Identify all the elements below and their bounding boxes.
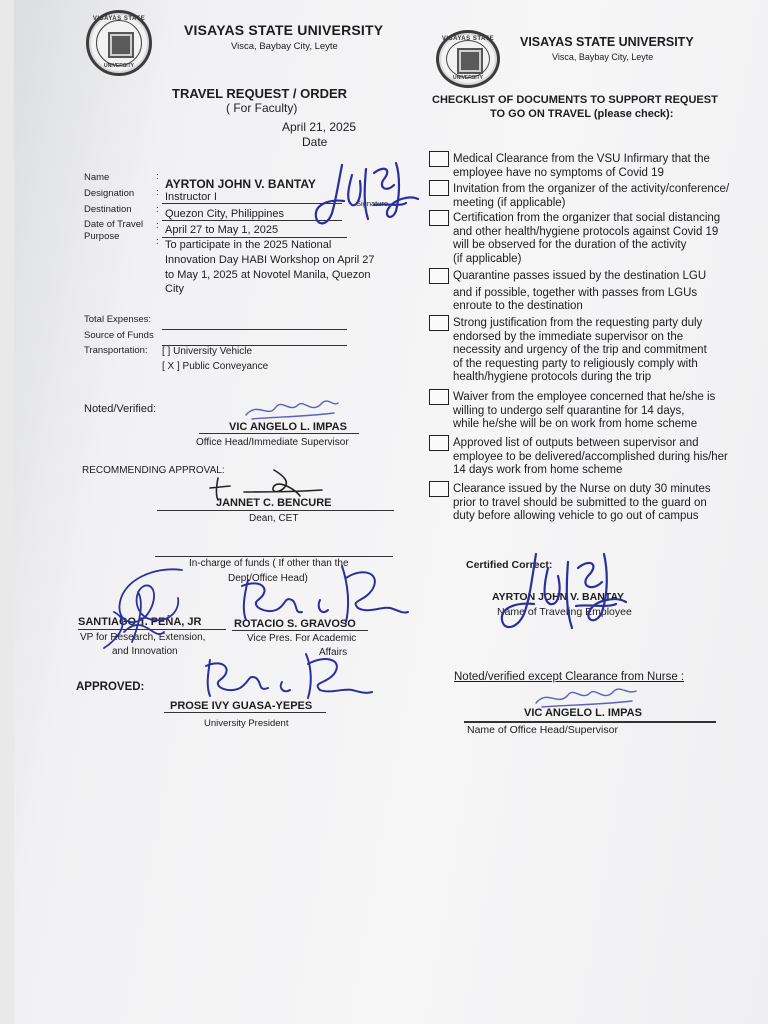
destination-colon: : xyxy=(156,204,159,215)
university-name-right: VISAYAS STATE UNIVERSITY xyxy=(520,35,694,49)
date-of-travel-label: Date of Travel xyxy=(84,219,144,230)
traveling-employee-name: AYRTON JOHN V. BANTAY xyxy=(492,591,625,603)
name-colon: : xyxy=(156,171,159,182)
transport-option-public-conveyance: [ X ] Public Conveyance xyxy=(162,361,269,372)
checklist-checkbox-6[interactable] xyxy=(429,389,449,405)
vp-research-title-line-2: and Innovation xyxy=(112,646,178,657)
checklist-item-2: Invitation from the organizer of the activity/conference/ meeting (if applicable) xyxy=(453,183,730,209)
president-title: University President xyxy=(204,718,289,729)
traveling-employee-title: Name of Traveling Employee xyxy=(497,606,632,618)
purpose-line-3: to May 1, 2025 at Novotel Manila, Quezon xyxy=(165,269,371,281)
vp-academic-title-line-1: Vice Pres. For Academic xyxy=(247,633,357,644)
university-seal-right: VISAYAS STATE UNIVERSITY xyxy=(436,30,500,88)
vp-research-title-line-1: VP for Research, Extension, xyxy=(80,632,206,643)
checklist-title-line-2: TO GO ON TRAVEL (please check): xyxy=(490,108,674,120)
checklist-checkbox-2[interactable] xyxy=(429,180,449,196)
destination-value: Quezon City, Philippines xyxy=(165,208,285,220)
dean-name: JANNET C. BENCURE xyxy=(216,497,332,509)
destination-label: Destination xyxy=(84,204,132,215)
approved-label: APPROVED: xyxy=(76,681,145,693)
purpose-line-4: City xyxy=(165,283,184,295)
document-page xyxy=(14,0,768,1024)
signature-bencure xyxy=(204,466,324,506)
signature-impas-left xyxy=(242,395,342,425)
purpose-label: Purpose xyxy=(84,231,120,242)
designation-value: Instructor I xyxy=(165,191,217,203)
funds-in-charge-line-1: In-charge of funds ( If other than the xyxy=(189,558,349,569)
checklist-item-6: Waiver from the employee concerned that he/she is willing to undergo self quarantine for 14 days, while he/she will be on work from home scheme xyxy=(453,391,716,430)
vp-academic-title-line-2: Affairs xyxy=(319,647,348,658)
purpose-colon: : xyxy=(156,236,159,247)
noted-supervisor-title: Office Head/Immediate Supervisor xyxy=(196,437,349,448)
signature-pena xyxy=(94,562,204,657)
purpose-line-1: To participate in the 2025 National xyxy=(165,239,332,251)
supervisor-name: VIC ANGELO L. IMPAS xyxy=(524,707,642,719)
checklist-checkbox-5[interactable] xyxy=(429,315,449,331)
vp-academic-name: ROTACIO S. GRAVOSO xyxy=(234,618,356,630)
checklist-item-8: Clearance issued by the Nurse on duty 30 minutes prior to travel should be submitted to the guard on duty before allowing vehicle to go out of campus xyxy=(453,483,711,522)
university-address-left: Visca, Baybay City, Leyte xyxy=(231,41,338,52)
checklist-item-1: Medical Clearance from the VSU Infirmary that the employee have no symptoms of Covid 19 xyxy=(453,153,710,179)
signature-gravoso xyxy=(232,560,412,630)
source-of-funds-label: Source of Funds xyxy=(84,330,154,341)
vp-research-name: SANTIAGO T. PEÑA, JR xyxy=(78,616,202,628)
transport-option-university-vehicle: [ ] University Vehicle xyxy=(162,346,253,357)
date-of-travel-colon: : xyxy=(156,220,159,231)
signature-bantay-top xyxy=(314,155,424,235)
noted-verified-label: Noted/Verified: xyxy=(84,403,157,415)
signature-yepes xyxy=(194,652,374,702)
checklist-checkbox-4[interactable] xyxy=(429,268,449,284)
name-label: Name xyxy=(84,172,110,183)
form-title: TRAVEL REQUEST / ORDER xyxy=(172,86,348,101)
checklist-item-5: Strong justification from the requesting party duly endorsed by the immediate supervisor on the necessity and urgency of the trip and commitment of the requesting party to religiously comply with health/hygiene protocols during the trip xyxy=(453,317,707,383)
checklist-checkbox-3[interactable] xyxy=(429,210,449,226)
request-date-label: Date xyxy=(302,135,328,149)
designation-label: Designation xyxy=(84,188,135,199)
purpose-line-2: Innovation Day HABI Workshop on April 27 xyxy=(165,254,375,266)
recommending-approval-label: RECOMMENDING APPROVAL: xyxy=(82,465,225,476)
funds-in-charge-line-2: Dept/Office Head) xyxy=(228,573,308,584)
total-expenses-label: Total Expenses: xyxy=(84,314,152,325)
request-date: April 21, 2025 xyxy=(282,120,357,134)
supervisor-title: Name of Office Head/Supervisor xyxy=(467,724,618,736)
university-seal-left: VISAYAS STATE UNIVERSITY xyxy=(86,10,152,76)
dean-title: Dean, CET xyxy=(249,513,299,524)
checklist-item-3: Certification from the organizer that social distancing and other health/hygiene protocols against Covid 19 will be observed for the duration of the activity (if applicable) xyxy=(453,212,721,265)
president-name: PROSE IVY GUASA-YEPES xyxy=(170,700,313,712)
checklist-checkbox-7[interactable] xyxy=(429,435,449,451)
transportation-label: Transportation: xyxy=(84,345,148,356)
form-subtitle: ( For Faculty) xyxy=(226,101,298,115)
checklist-checkbox-1[interactable] xyxy=(429,151,449,167)
noted-except-nurse-label: Noted/verified except Clearance from Nurse : xyxy=(454,671,685,683)
university-name-left: VISAYAS STATE UNIVERSITY xyxy=(184,22,384,38)
signature-label: Signature xyxy=(356,199,389,208)
checklist-title-line-1: CHECKLIST OF DOCUMENTS TO SUPPORT REQUEST xyxy=(432,94,718,106)
checklist-item-7: Approved list of outputs between supervisor and employee to be delivered/accomplished during his/her 14 days work from home scheme xyxy=(453,437,728,476)
name-value: AYRTON JOHN V. BANTAY xyxy=(165,177,316,191)
signature-impas-right xyxy=(532,683,642,713)
checklist-checkbox-8[interactable] xyxy=(429,481,449,497)
signature-bantay-certified xyxy=(492,548,632,643)
university-address-right: Visca, Baybay City, Leyte xyxy=(552,52,654,62)
designation-colon: : xyxy=(156,187,159,198)
certified-correct-label: Certified Correct: xyxy=(466,559,553,571)
date-of-travel-value: April 27 to May 1, 2025 xyxy=(165,224,279,236)
checklist-item-4: Quarantine passes issued by the destination LGU and if possible, together with passes from LGUs enroute to the destination xyxy=(453,270,707,312)
noted-supervisor-name: VIC ANGELO L. IMPAS xyxy=(229,421,347,433)
